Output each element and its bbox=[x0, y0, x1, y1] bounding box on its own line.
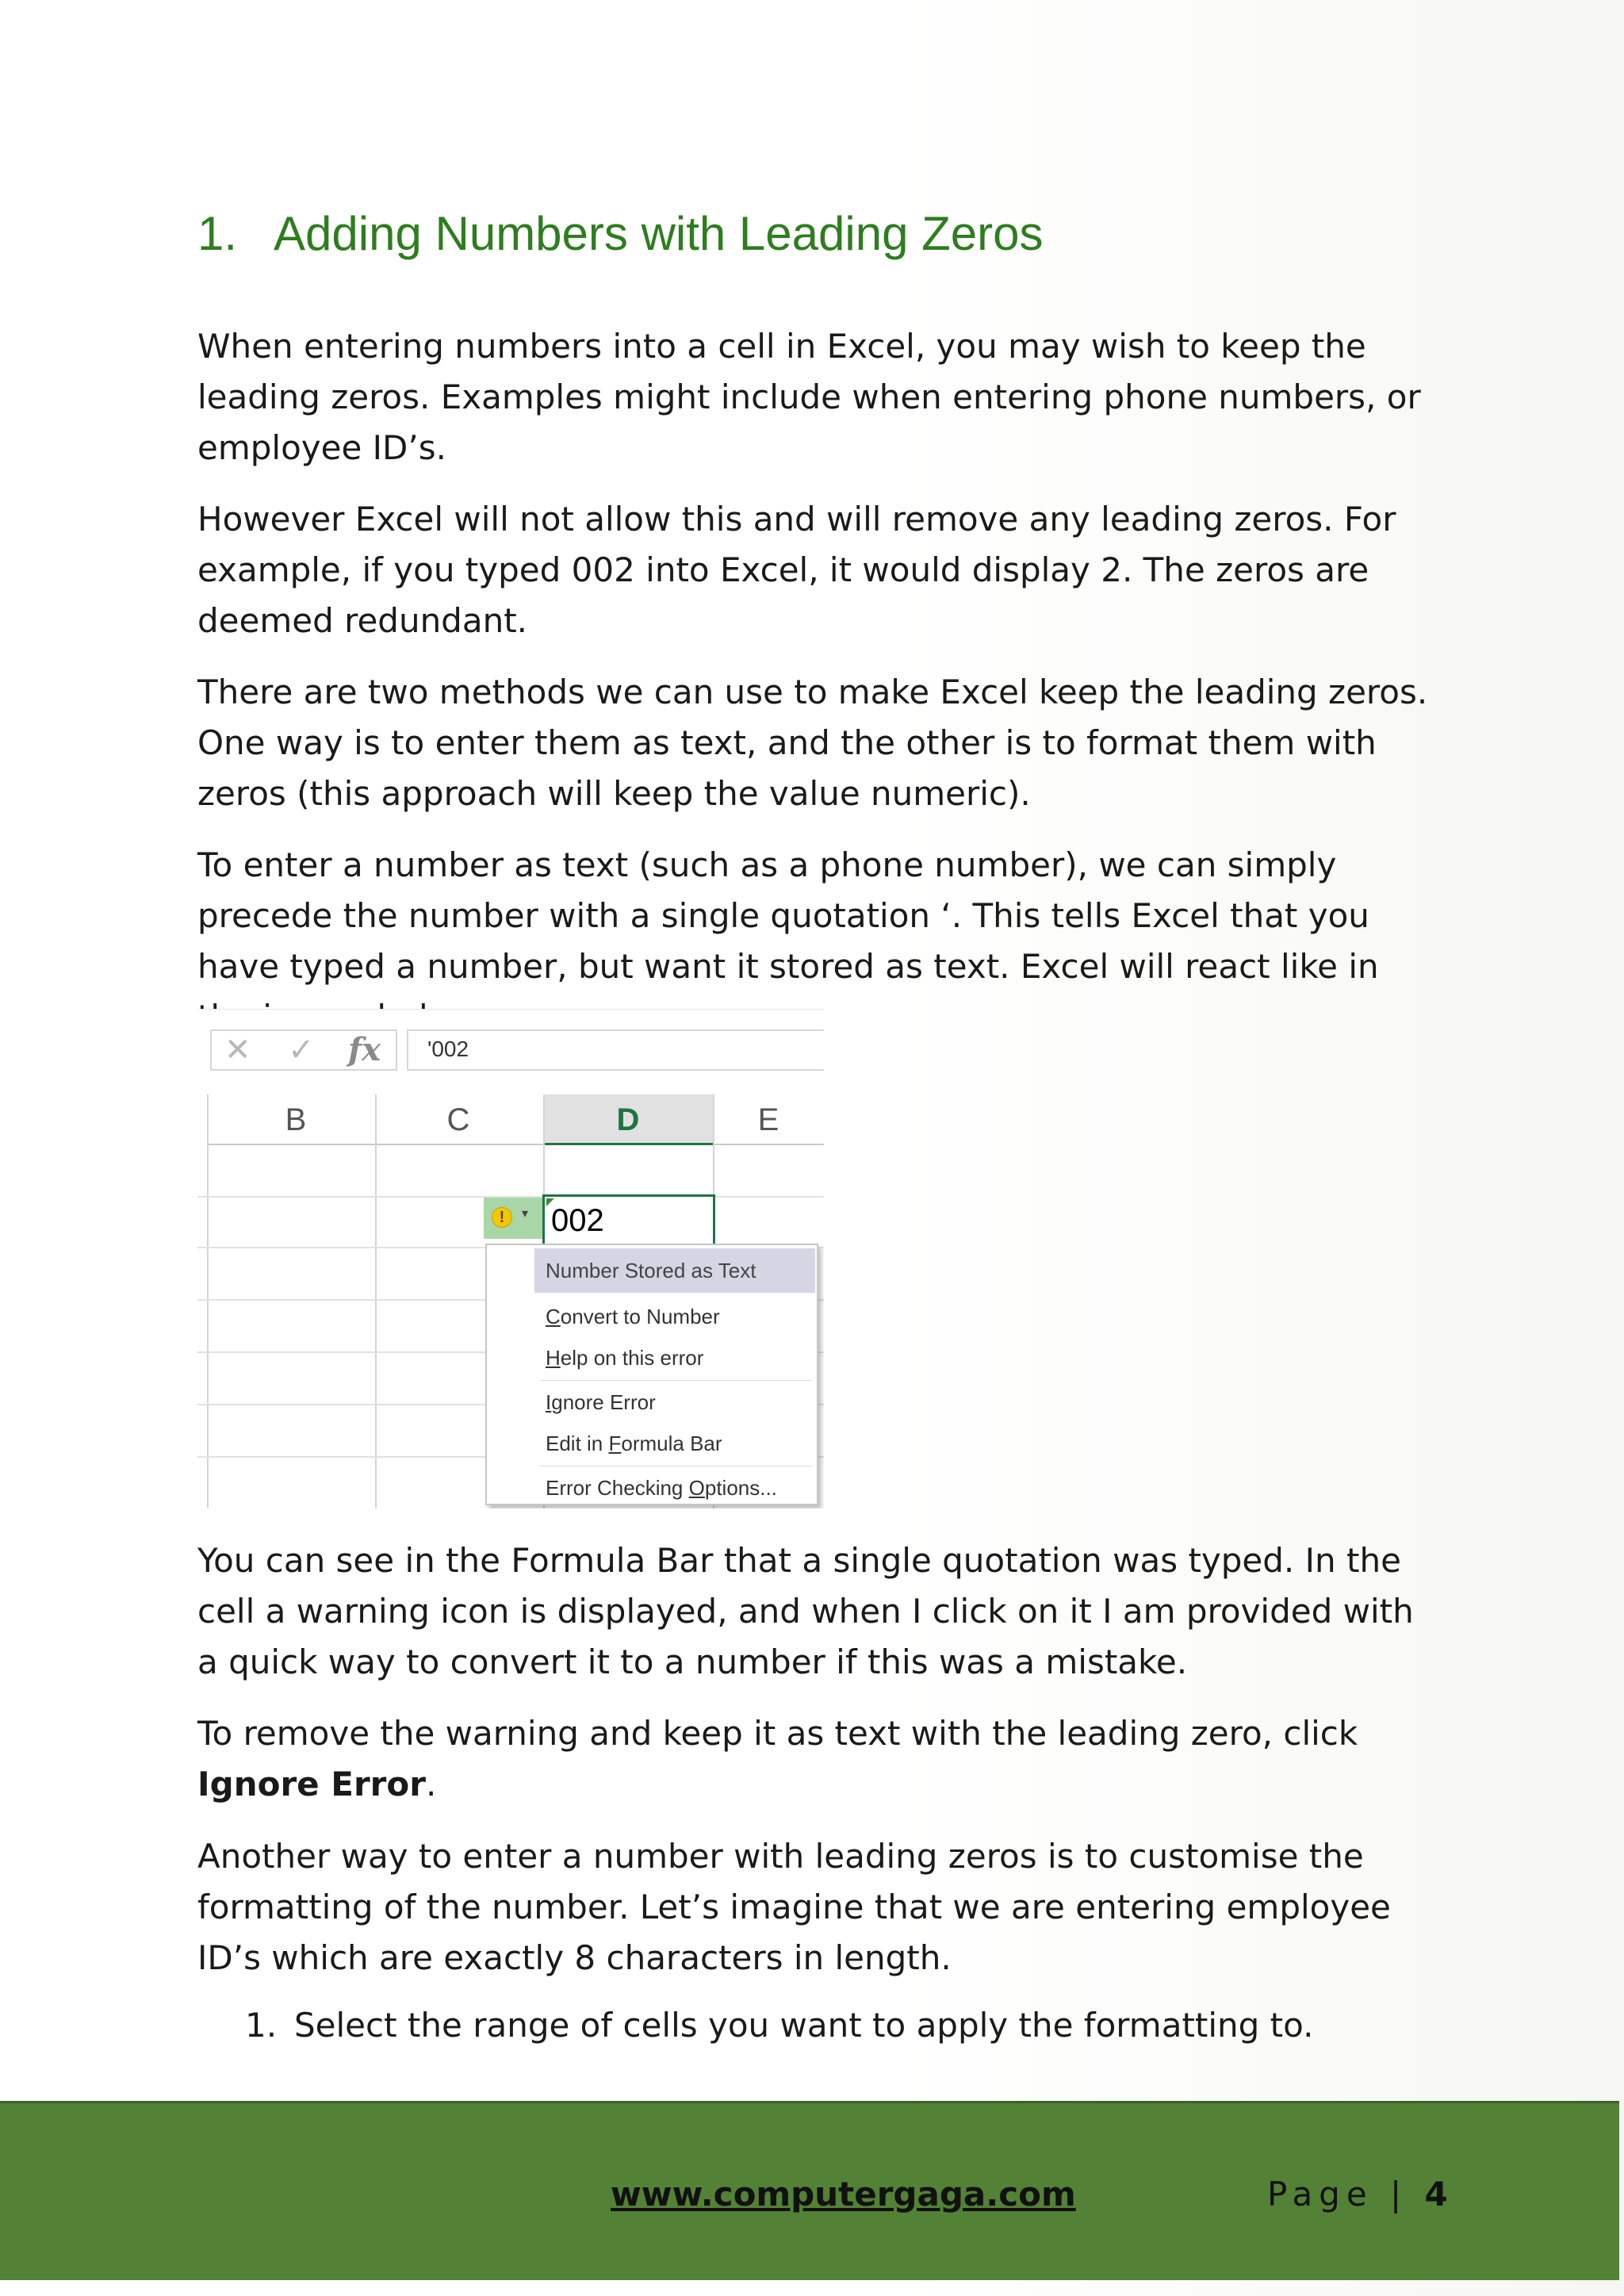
column-header-d[interactable]: D bbox=[543, 1094, 713, 1145]
cancel-icon[interactable]: ✕ bbox=[224, 1033, 251, 1068]
menu-item-label: ormula Bar bbox=[621, 1432, 722, 1455]
enter-checkmark-icon[interactable]: ✓ bbox=[288, 1033, 315, 1068]
menu-item-error-checking-options[interactable] bbox=[534, 1466, 815, 1508]
heading-title: Adding Numbers with Leading Zeros bbox=[274, 207, 1044, 260]
grid-line bbox=[207, 1094, 209, 1508]
menu-item-convert-to-number[interactable] bbox=[534, 1294, 815, 1339]
page-number-value: 4 bbox=[1424, 2175, 1448, 2214]
ignore-error-emphasis: Ignore Error bbox=[197, 1765, 426, 1803]
paragraph-6-end: . bbox=[425, 1765, 437, 1803]
paragraph-1: When entering numbers into a cell in Excel, you may wish to keep the leading zeros. Examples might include when entering phone numbers, or employee ID’s. bbox=[197, 327, 1421, 467]
menu-header-number-stored-as-text: Number Stored as Text bbox=[534, 1248, 815, 1293]
error-options-menu bbox=[485, 1244, 818, 1505]
chevron-down-icon: ▾ bbox=[522, 1207, 529, 1221]
list-item-number: 1. bbox=[245, 2006, 278, 2045]
steps-list bbox=[245, 2000, 1313, 2051]
website-link[interactable]: www.computergaga.com bbox=[611, 2175, 1076, 2214]
menu-item-label: Edit in bbox=[546, 1432, 609, 1455]
error-indicator-triangle bbox=[546, 1198, 554, 1206]
formula-bar-input[interactable]: '002 bbox=[407, 1029, 824, 1071]
menu-accelerator: I bbox=[546, 1390, 552, 1414]
list-item bbox=[245, 2000, 1313, 2051]
paragraph-3: There are two methods we can use to make Excel keep the leading zeros. One way is to enter them as text, and the other is to format them with zeros (this approach will keep the value numeric). bbox=[197, 673, 1428, 813]
menu-item-label: Error Checking bbox=[546, 1476, 689, 1500]
page-number bbox=[1267, 2175, 1448, 2214]
warning-icon: ! bbox=[492, 1207, 512, 1228]
paragraph-2: However Excel will not allow this and will remove any leading zeros. For example, if you typed 002 into Excel, it would display 2. The zeros are deemed redundant. bbox=[197, 500, 1396, 640]
menu-item-help-on-error[interactable] bbox=[534, 1336, 815, 1380]
heading-number: 1. bbox=[197, 207, 238, 260]
page-footer bbox=[0, 2101, 1619, 2280]
menu-item-label: ptions... bbox=[704, 1476, 777, 1500]
menu-item-label: gnore Error bbox=[551, 1390, 656, 1414]
menu-gutter bbox=[487, 1245, 533, 1504]
menu-accelerator: C bbox=[546, 1305, 561, 1328]
page-label: Page | bbox=[1267, 2175, 1408, 2214]
paragraph-7: Another way to enter a number with leading zeros is to customise the formatting of the number. Let’s imagine that we are entering employee ID’s which are exactly 8 characters in length. bbox=[197, 1837, 1391, 1977]
active-cell-d[interactable] bbox=[542, 1194, 715, 1247]
figure-top-border bbox=[197, 1009, 824, 1010]
column-header-b[interactable]: B bbox=[209, 1094, 383, 1145]
paragraph-5: You can see in the Formula Bar that a single quotation was typed. In the cell a warning icon is displayed, and when I click on it I am provided with a quick way to convert it to a number if this was a mistake. bbox=[197, 1541, 1414, 1681]
error-warning-button[interactable] bbox=[484, 1198, 542, 1239]
excel-screenshot bbox=[197, 1009, 824, 1508]
list-item-text: Select the range of cells you want to apply the formatting to. bbox=[294, 2006, 1314, 2045]
paragraph-4: To enter a number as text (such as a phone number), we can simply precede the number with a single quotation ‘. This tells Excel that you have typed a number, but want it stored as text. Excel will react like in bbox=[197, 845, 1379, 986]
cell-value: 002 bbox=[551, 1203, 604, 1238]
menu-item-label: elp on this error bbox=[560, 1346, 704, 1370]
formula-bar-buttons bbox=[210, 1029, 397, 1071]
paragraph-6 bbox=[197, 1708, 1434, 1810]
insert-function-icon[interactable]: fx bbox=[348, 1031, 381, 1068]
section-heading bbox=[197, 208, 1044, 260]
menu-accelerator: O bbox=[688, 1476, 705, 1500]
column-header-e[interactable]: E bbox=[713, 1094, 824, 1145]
menu-item-edit-in-formula-bar[interactable] bbox=[534, 1421, 815, 1466]
grid-line bbox=[375, 1094, 377, 1508]
menu-item-label: onvert to Number bbox=[560, 1305, 720, 1328]
menu-item-ignore-error[interactable] bbox=[534, 1380, 815, 1424]
menu-accelerator: H bbox=[546, 1346, 561, 1370]
paragraph-6-text: To remove the warning and keep it as text with the leading zero, click bbox=[197, 1714, 1358, 1753]
column-header-c[interactable]: C bbox=[373, 1094, 543, 1145]
menu-accelerator: F bbox=[608, 1432, 622, 1455]
